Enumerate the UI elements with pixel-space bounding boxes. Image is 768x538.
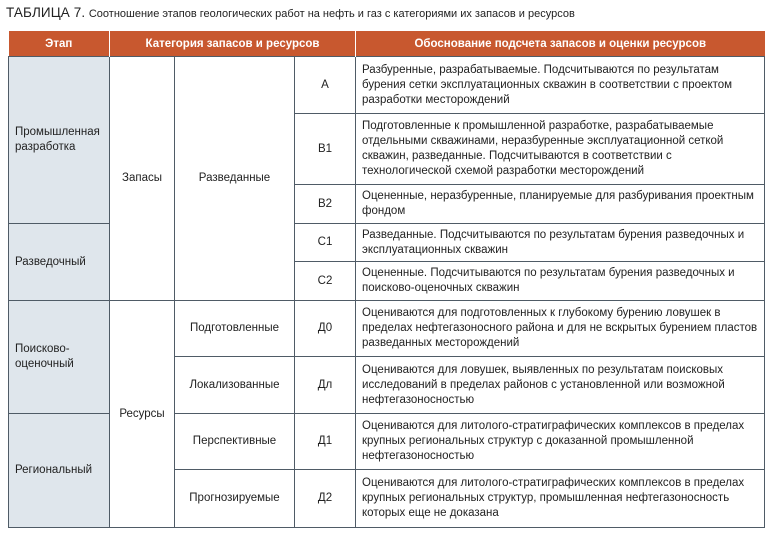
- header-stage: Этап: [9, 31, 110, 57]
- desc-cell: Подготовленные к промышленной разработке, разрабатываемые отдельными скважинами, неразбуренные эксплуатационной сеткой скважин, разведанные. Подсчитываются в соответствии с технологической схемой разработки месторождений: [356, 114, 765, 185]
- code-cell: Дл: [295, 357, 356, 414]
- category-cell: Запасы: [110, 57, 175, 301]
- caption-label: ТАБЛИЦА 7.: [6, 5, 86, 20]
- stage-cell: Региональный: [9, 414, 110, 528]
- desc-cell: Оцениваются для литолого-стратиграфических комплексов в пределах крупных региональных структур с доказанной промышленной нефтегазоносностью: [356, 414, 765, 470]
- stage-cell: Промышленная разработка: [9, 57, 110, 224]
- desc-cell: Оцениваются для литолого-стратиграфических комплексов в пределах крупных региональных структур, промышленная нефтегазоносность которых еще не доказана: [356, 470, 765, 528]
- desc-cell: Оцениваются для подготовленных к глубокому бурению ловушек в пределах нефтегазоносного района и для не вскрытых бурением пластов разведанных месторождений: [356, 301, 765, 357]
- code-cell: Д2: [295, 470, 356, 528]
- code-cell: B2: [295, 185, 356, 224]
- code-cell: Д0: [295, 301, 356, 357]
- subcategory-cell: Локализованные: [175, 357, 295, 414]
- table-row: [9, 301, 765, 357]
- category-cell: Ресурсы: [110, 301, 175, 528]
- code-cell: C2: [295, 262, 356, 301]
- desc-cell: Разведанные. Подсчитываются по результатам бурения разведочных и эксплуатационных скважин: [356, 224, 765, 262]
- header-basis: Обоснование подсчета запасов и оценки ресурсов: [356, 31, 765, 57]
- subcategory-cell: Перспективные: [175, 414, 295, 470]
- header-category: Категория запасов и ресурсов: [110, 31, 356, 57]
- code-cell: A: [295, 57, 356, 114]
- subcategory-cell: Подготовленные: [175, 301, 295, 357]
- table-caption: [6, 5, 575, 20]
- subcategory-cell: Прогнозируемые: [175, 470, 295, 528]
- desc-cell: Оцениваются для ловушек, выявленных по результатам поисковых исследований в пределах районов с установленной или возможной нефтегазоносностью: [356, 357, 765, 414]
- desc-cell: Разбуренные, разрабатываемые. Подсчитываются по результатам бурения сетки эксплуатационных скважин в соответствии с проектом разработки месторождений: [356, 57, 765, 114]
- stage-cell: Разведочный: [9, 224, 110, 301]
- desc-cell: Оцененные, неразбуренные, планируемые для разбуривания проектным фондом: [356, 185, 765, 224]
- code-cell: Д1: [295, 414, 356, 470]
- stage-cell: Поисково-оценочный: [9, 301, 110, 414]
- caption-text: Соотношение этапов геологических работ на нефть и газ с категориями их запасов и ресурсов: [88, 8, 575, 20]
- desc-cell: Оцененные. Подсчитываются по результатам бурения разведочных и поисково-оценочных скважин: [356, 262, 765, 301]
- code-cell: B1: [295, 114, 356, 185]
- subcategory-cell: Разведанные: [175, 57, 295, 301]
- table-header-row: [9, 31, 765, 57]
- code-cell: C1: [295, 224, 356, 262]
- table-row: [9, 57, 765, 114]
- reserves-table: [8, 31, 765, 528]
